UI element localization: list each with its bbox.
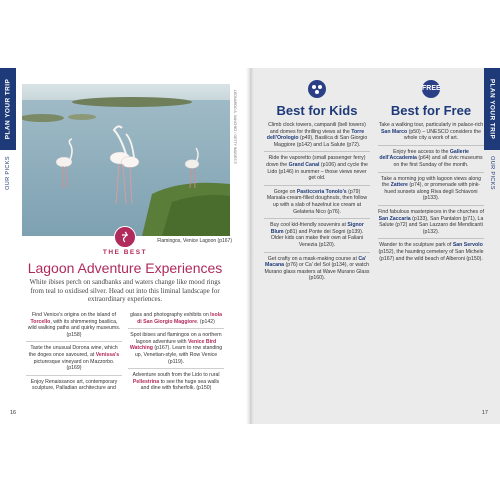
list-item: Adventure south from the Lido to rural Pellestrina to see the huge sea walls and dine with fisherfolk. (p150) [132,372,220,392]
photo-caption: Flamingos, Venice Lagoon (p167) [157,238,232,244]
flamingo-photo [22,84,230,236]
list-item: Take a walking tour, particularly in palace-rich San Marco (p50) – UNESCO considers the whole city a work of art. [378,122,484,146]
side-tab-label: PLAN YOUR TRIP [4,78,12,140]
list-item: Enjoy free access to the Gallerie dell'Accademia (p64) and all civic museums on the first Sunday of the month. [378,149,484,173]
list-item: Wander to the sculpture park of San Servolo (p152), the haunting cemetery of San Michele (p167) and the wild beach of Alberoni (p150). [378,242,484,262]
free-icon: FREE [422,80,440,98]
page-headline: Lagoon Adventure Experiences [27,260,223,276]
side-tab-right [484,68,500,150]
section-kicker: THE BEST [102,249,148,256]
side-tab-label: PLAN YOUR TRIP [488,78,496,140]
kids-title: Best for Kids [276,103,358,118]
list-item: Enjoy Renaissance art, contemporary sculpture, Palladian architecture and [30,378,118,392]
list-item: Gorge on Pasticceria Tonolo's (p79) Marsala-cream-filled doughnuts, then follow up with a slab of hazelnut ice cream at Gelateria Nico (p76). [264,189,370,219]
page-number-left: 16 [10,410,17,416]
list-item: Climb clock towers, campanili (bell towers) and domes for thrilling views at the Torre dell'Orologio (p49), Basilica di San Giorgio Maggiore (p142) and La Salute (p72). [264,122,370,152]
list-item: Find fabulous masterpieces in the churches of San Zaccaria (p133), San Pantalon (p71), La Salute (p72) and San Lazzaro dei Mendicanti (p132). [378,209,484,239]
list-item: Take a morning jog with lagoon views along the Zattere (p74), or promenade with pink-hued sunsets along Riva degli Schiavoni (p133). [378,176,484,206]
section-label-left: OUR PICKS [5,156,11,190]
list-item: glass and photography exhibits on Isola di San Giorgio Maggiore. (p142) [128,312,224,329]
page-number-right: 17 [481,410,488,416]
experience-column-a [26,312,122,398]
best-for-free-column [378,80,484,268]
side-tab-left [0,68,16,150]
list-item: Get crafty on a mask-making course at Ca' Macana (p76) or Ca' del Sol (p134), or watch Murano glass masters at Wave Murano Glass (p160). [264,255,370,282]
left-page [0,68,250,424]
list-item: Taste the unusual Dorona wine, which the doges once savoured, at Venissa's picturesque vineyard on Mazzorbo. (p169) [26,345,122,375]
list-item: Ride the vaporetto (small passenger ferry) down the Grand Canal (p106) and cycle the Lido (p146) in summer – those views never get old. [264,155,370,185]
kids-icon [308,80,326,98]
best-for-kids-column [264,80,370,288]
book-spread [0,68,500,424]
lagoon-feature-icon [114,226,136,248]
list-item: Buy cool kid-friendly souvenirs at Signor Blum (p81) and Ponte dei Sogni (p139). Older kids can make their own at Faliani Venezia (p120). [264,222,370,252]
book-gutter [246,68,254,424]
free-title: Best for Free [390,103,472,118]
photo-credit: LEONARDO A. SANCHEZ / GETTY IMAGES © [233,90,237,165]
list-item: Spot ibises and flamingos on a northern lagoon adventure with Venice Bird Watching (p167). Learn to row standing up, Venetian-style, with Row Venice (p119). [128,332,224,369]
list-item: Find Venice's origins on the island of Torcello, with its shimmering basilica, wild walking paths and quirky museums. (p158) [26,312,122,342]
experience-column-b [128,312,224,398]
right-page [250,68,500,424]
section-label-right: OUR PICKS [489,156,495,190]
intro-paragraph: White ibises perch on sandbanks and waters change like mood rings from teal to oxidised silver. Head out into this liminal landscape for extraordinary experiences. [29,278,221,303]
